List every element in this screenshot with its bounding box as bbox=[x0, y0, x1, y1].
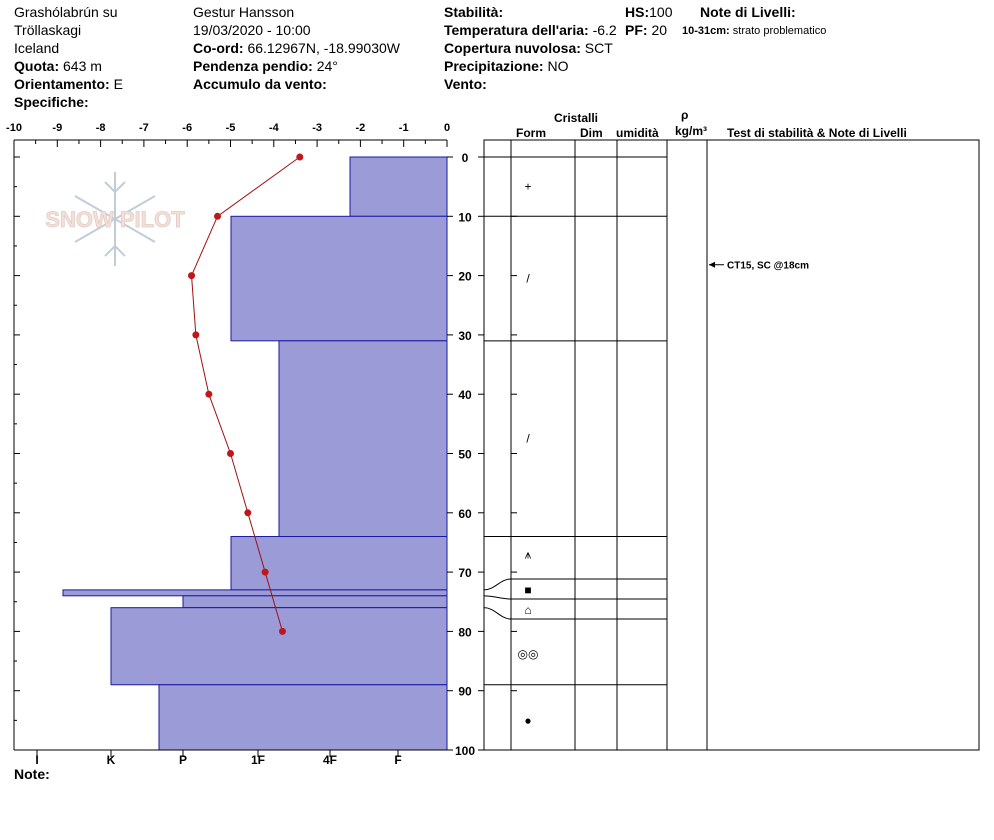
grain-symbol: ⌂ bbox=[524, 603, 532, 617]
snowpilot-logo bbox=[45, 172, 185, 266]
hardness-label: K bbox=[106, 753, 116, 767]
temperature-point bbox=[214, 213, 221, 220]
grain-symbol: ● bbox=[524, 713, 532, 728]
depth-tick-label: 40 bbox=[458, 388, 472, 403]
copertura-value: SCT bbox=[584, 40, 613, 56]
vento-label: Vento: bbox=[444, 76, 487, 92]
location-line1: Grashólabrún su bbox=[14, 4, 118, 20]
test-arrow-head bbox=[709, 262, 715, 268]
temp-tick-label: -9 bbox=[52, 122, 63, 134]
hs-label: HS: bbox=[625, 4, 650, 20]
depth-tick-label: 80 bbox=[458, 625, 472, 640]
temp-tick-label: -4 bbox=[268, 122, 279, 134]
temperature-point bbox=[205, 391, 212, 398]
temp-tick-label: -8 bbox=[95, 122, 106, 134]
note-livelli-text: strato problematico bbox=[732, 25, 827, 37]
depth-tick-label: 30 bbox=[458, 328, 472, 343]
pf-label: PF: bbox=[625, 22, 648, 38]
hardness-label: P bbox=[178, 753, 188, 767]
temperature-point bbox=[192, 331, 199, 338]
temp-tick-label: -2 bbox=[355, 122, 366, 134]
grain-symbol: ■ bbox=[524, 583, 532, 597]
temp-tick-label: -1 bbox=[398, 122, 409, 134]
observer: Gestur Hansson bbox=[193, 4, 295, 20]
temperature-point bbox=[188, 272, 195, 279]
depth-tick-label: 50 bbox=[458, 447, 472, 462]
precip-label: Precipitazione: bbox=[444, 58, 544, 74]
cristalli-header: Cristalli bbox=[554, 111, 599, 125]
temperature-point bbox=[279, 628, 286, 635]
hardness-bar bbox=[231, 216, 447, 341]
quota-value: 643 m bbox=[63, 58, 102, 74]
orient-value: E bbox=[113, 76, 123, 92]
density-unit-header: kg/m³ bbox=[675, 124, 708, 138]
accumulo-label: Accumulo da vento: bbox=[193, 76, 327, 92]
coord-value: 66.12967N, -18.99030W bbox=[247, 40, 400, 56]
temperature-point bbox=[262, 569, 269, 576]
rho-header: ρ bbox=[681, 108, 689, 122]
specifiche-label: Specifiche: bbox=[14, 94, 89, 110]
depth-tick-label: 10 bbox=[458, 210, 472, 225]
stabilita-label: Stabilità: bbox=[444, 4, 504, 20]
hardness-label: 4F bbox=[322, 753, 338, 767]
hardness-bar bbox=[63, 590, 447, 596]
temp-tick-label: -3 bbox=[312, 122, 322, 134]
hardness-bar bbox=[231, 537, 447, 590]
datetime: 19/03/2020 - 10:00 bbox=[193, 22, 311, 38]
form-header: Form bbox=[516, 126, 546, 140]
temp-tick-label: -10 bbox=[6, 122, 22, 134]
depth-tick-label: 90 bbox=[458, 684, 472, 699]
grain-symbol: / bbox=[526, 271, 530, 286]
layer-table-frame bbox=[484, 140, 979, 750]
depth-tick-label: 20 bbox=[458, 269, 472, 284]
note-livelli-range: 10-31cm: bbox=[682, 25, 730, 37]
logo-text: SNOW PILOT bbox=[45, 207, 185, 232]
layer-connector bbox=[484, 596, 511, 599]
temp-tick-label: -5 bbox=[225, 122, 236, 134]
precip-value: NO bbox=[547, 58, 569, 74]
grain-symbol: ◎◎ bbox=[517, 647, 539, 661]
grain-symbol: / bbox=[526, 431, 530, 446]
pendenza-label: Pendenza pendio: bbox=[193, 58, 313, 74]
depth-tick-label: 70 bbox=[458, 566, 472, 581]
pendenza-value: 24° bbox=[316, 58, 338, 74]
orient-label: Orientamento: bbox=[14, 76, 110, 92]
temp-tick-label: 0 bbox=[443, 122, 451, 134]
hardness-bar bbox=[279, 341, 447, 537]
layer-connector bbox=[484, 608, 511, 619]
hardness-label: I bbox=[35, 753, 39, 767]
pf-value: 20 bbox=[651, 22, 668, 38]
coord-label: Co-ord: bbox=[193, 40, 244, 56]
test-header: Test di stabilità & Note di Livelli bbox=[727, 126, 907, 140]
depth-tick-label: 100 bbox=[454, 744, 476, 758]
temperature-point bbox=[296, 154, 303, 161]
temp-value: -6.2 bbox=[592, 22, 617, 38]
depth-tick-label: 60 bbox=[458, 506, 472, 521]
hardness-label: 1F bbox=[250, 753, 266, 767]
grain-symbol: + bbox=[524, 179, 532, 194]
depth-tick-label: 0 bbox=[461, 151, 469, 165]
location-line2: Tröllaskagi bbox=[14, 22, 82, 38]
country: Iceland bbox=[14, 40, 60, 56]
copertura-label: Copertura nuvolosa: bbox=[444, 40, 581, 56]
temperature-point bbox=[227, 450, 234, 457]
grain-symbol: ⩚ bbox=[524, 547, 532, 562]
test-label: CT15, SC @18cm bbox=[727, 260, 810, 272]
temp-tick-label: -6 bbox=[182, 122, 193, 134]
dim-header: Dim bbox=[580, 126, 603, 140]
layer-connector bbox=[484, 579, 511, 590]
umidita-header: umidità bbox=[616, 126, 659, 140]
note-label: Note: bbox=[14, 766, 50, 782]
hardness-bar bbox=[350, 157, 447, 216]
quota-label: Quota: bbox=[14, 58, 60, 74]
hardness-bar bbox=[159, 685, 447, 750]
hardness-bar bbox=[183, 596, 447, 608]
temp-tick-label: -7 bbox=[139, 122, 149, 134]
temperature-point bbox=[244, 509, 251, 516]
hardness-label: F bbox=[394, 753, 402, 767]
temp-label: Temperatura dell'aria: bbox=[444, 22, 589, 38]
note-livelli-label: Note di Livelli: bbox=[700, 4, 796, 20]
hs-value: 100 bbox=[649, 4, 673, 20]
